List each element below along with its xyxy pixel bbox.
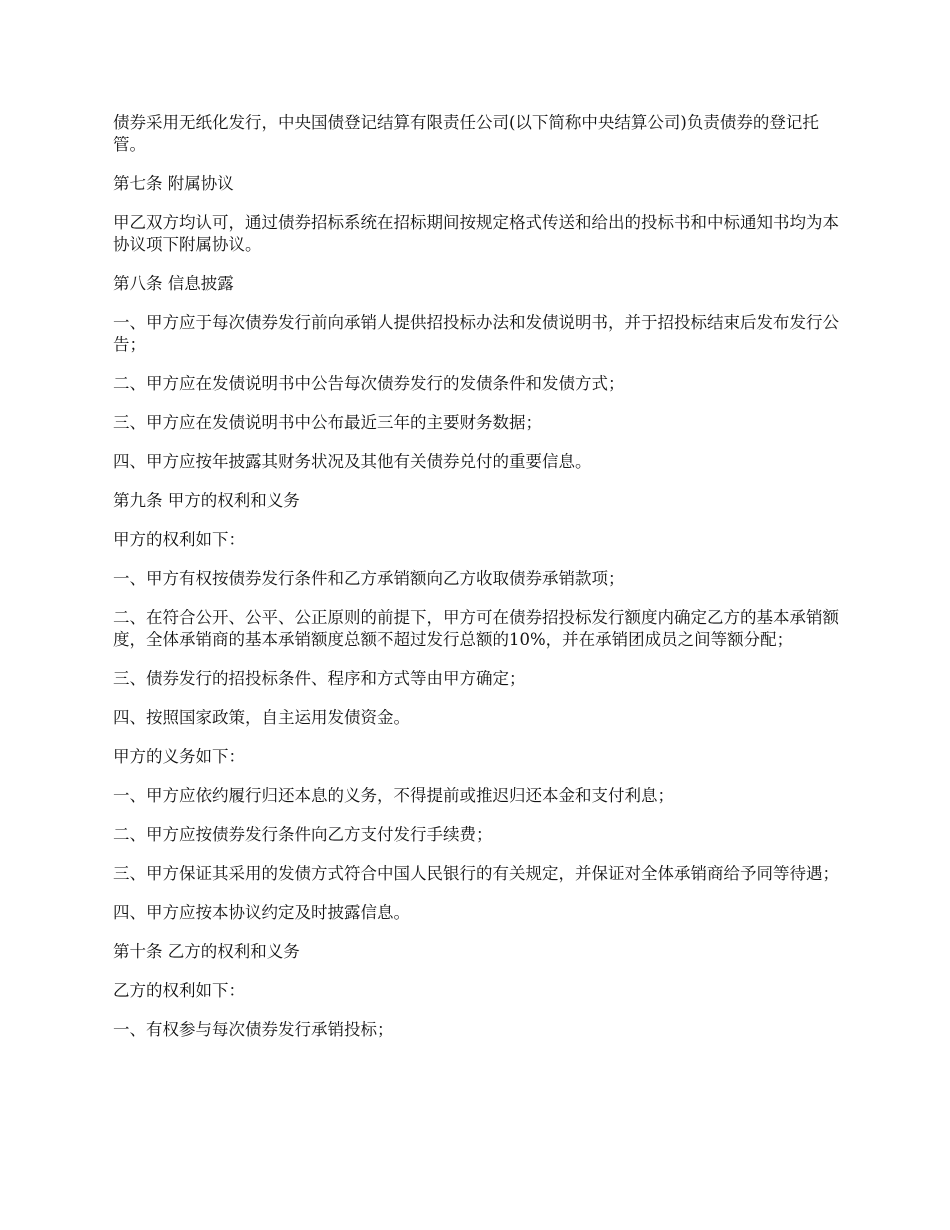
- subheading: 甲方的权利如下：: [113, 530, 245, 549]
- list-item: 四、甲方应按本协议约定及时披露信息。: [113, 903, 410, 922]
- paragraph: 甲乙双方均认可，通过债券招标系统在招标期间按规定格式传送和给出的投标书和中标通知书均为本协议项下附属协议。: [113, 213, 839, 254]
- subheading: 甲方的义务如下：: [113, 747, 245, 766]
- section-heading: 第七条 附属协议: [113, 174, 234, 193]
- list-item: 三、甲方保证其采用的发债方式符合中国人民银行的有关规定，并保证对全体承销商给予同等待遇；: [113, 864, 839, 883]
- list-item: 二、甲方应按债券发行条件向乙方支付发行手续费；: [113, 825, 493, 844]
- list-item: 二、甲方应在发债说明书中公告每次债券发行的发债条件和发债方式；: [113, 374, 625, 393]
- subheading: 乙方的权利如下：: [113, 981, 245, 1000]
- document-body: [113, 112, 841, 1058]
- list-item: 二、在符合公开、公平、公正原则的前提下，甲方可在债券招投标发行额度内确定乙方的基本承销额度，全体承销商的基本承销额度总额不超过发行总额的10%，并在承销团成员之间等额分配；: [113, 608, 839, 649]
- list-item: 三、甲方应在发债说明书中公布最近三年的主要财务数据；: [113, 413, 542, 432]
- section-heading: 第九条 甲方的权利和义务: [113, 491, 300, 510]
- list-item: 四、甲方应按年披露其财务状况及其他有关债券兑付的重要信息。: [113, 452, 592, 471]
- paragraph: 债券采用无纸化发行，中央国债登记结算有限责任公司(以下简称中央结算公司)负责债券的登记托管。: [113, 113, 819, 154]
- list-item: 一、甲方应于每次债券发行前向承销人提供招投标办法和发债说明书，并于招投标结束后发布发行公告；: [113, 313, 839, 354]
- list-item: 四、按照国家政策，自主运用发债资金。: [113, 708, 410, 727]
- list-item: 一、有权参与每次债券发行承销投标；: [113, 1020, 394, 1039]
- list-item: 一、甲方应依约履行归还本息的义务，不得提前或推迟归还本金和支付利息；: [113, 786, 674, 805]
- list-item: 三、债券发行的招投标条件、程序和方式等由甲方确定；: [113, 669, 526, 688]
- section-heading: 第十条 乙方的权利和义务: [113, 942, 300, 961]
- section-heading: 第八条 信息披露: [113, 274, 234, 293]
- list-item: 一、甲方有权按债券发行条件和乙方承销额向乙方收取债券承销款项；: [113, 569, 625, 588]
